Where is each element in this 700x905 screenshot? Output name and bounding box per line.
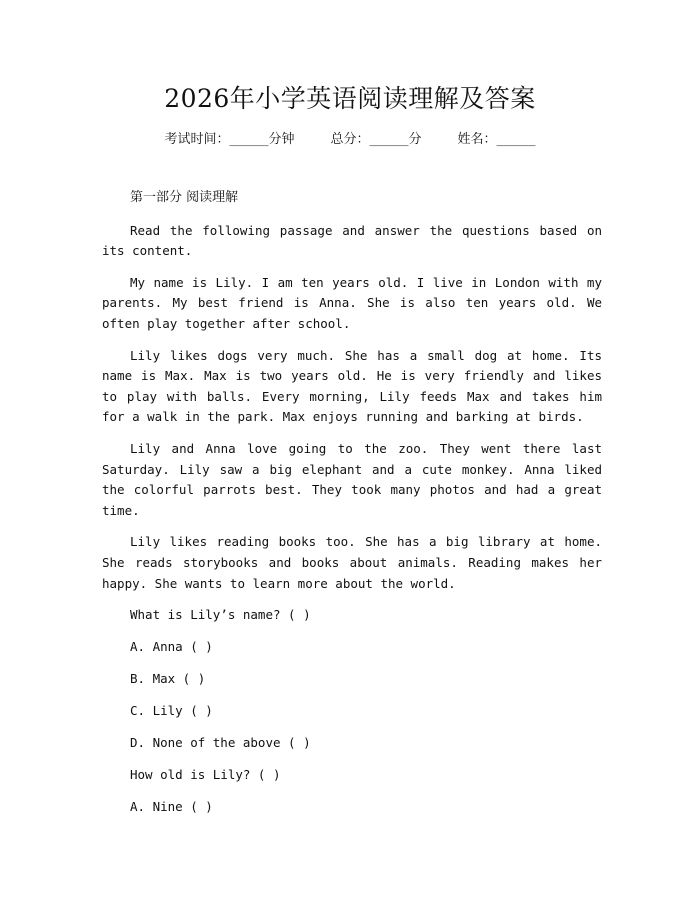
passage-paragraph-1: My name is Lily. I am ten years old. I live in London with my parents. My best friend is Anna. She is also ten years old. We often play together after school.	[102, 274, 602, 331]
question-1-option-d: D. None of the above ( )	[130, 735, 311, 751]
question-1-option-c: C. Lily ( )	[130, 703, 213, 719]
document-title: 2026年小学英语阅读理解及答案	[164, 84, 536, 113]
exam-time-field: 考试时间：______分钟	[164, 132, 295, 147]
total-score-field: 总分：______分	[330, 132, 422, 147]
passage-paragraph-4: Lily likes reading books too. She has a big library at home. She reads storybooks and books about animals. Reading makes her happy. She wants to learn more about the world.	[102, 534, 602, 591]
passage-paragraph-2: Lily likes dogs very much. She has a small dog at home. Its name is Max. Max is two years old. He is very friendly and likes to play with balls. Every morning, Lily feeds Max and takes him for a walk in the park. Max enjoys running and barking at birds.	[102, 347, 602, 425]
exam-info-row	[0, 130, 700, 150]
question-2-option-a: A. Nine ( )	[130, 799, 213, 814]
question-1-option-a: A. Anna ( )	[130, 639, 213, 655]
question-2-prompt: How old is Lily? ( )	[130, 767, 281, 783]
question-1-option-b: B. Max ( )	[130, 671, 206, 687]
document-body	[102, 188, 602, 829]
instruction-text: Read the following passage and answer the questions based on its content.	[102, 222, 602, 259]
passage-paragraph-3: Lily and Anna love going to the zoo. They went there last Saturday. Lily saw a big elephant and a cute monkey. Anna liked the colorful parrots best. They took many photos and had a great time.	[102, 440, 602, 518]
student-name-field: 姓名：______	[457, 132, 536, 147]
section-heading: 第一部分 阅读理解	[130, 190, 239, 205]
question-1-prompt: What is Lily’s name? ( )	[130, 607, 311, 623]
